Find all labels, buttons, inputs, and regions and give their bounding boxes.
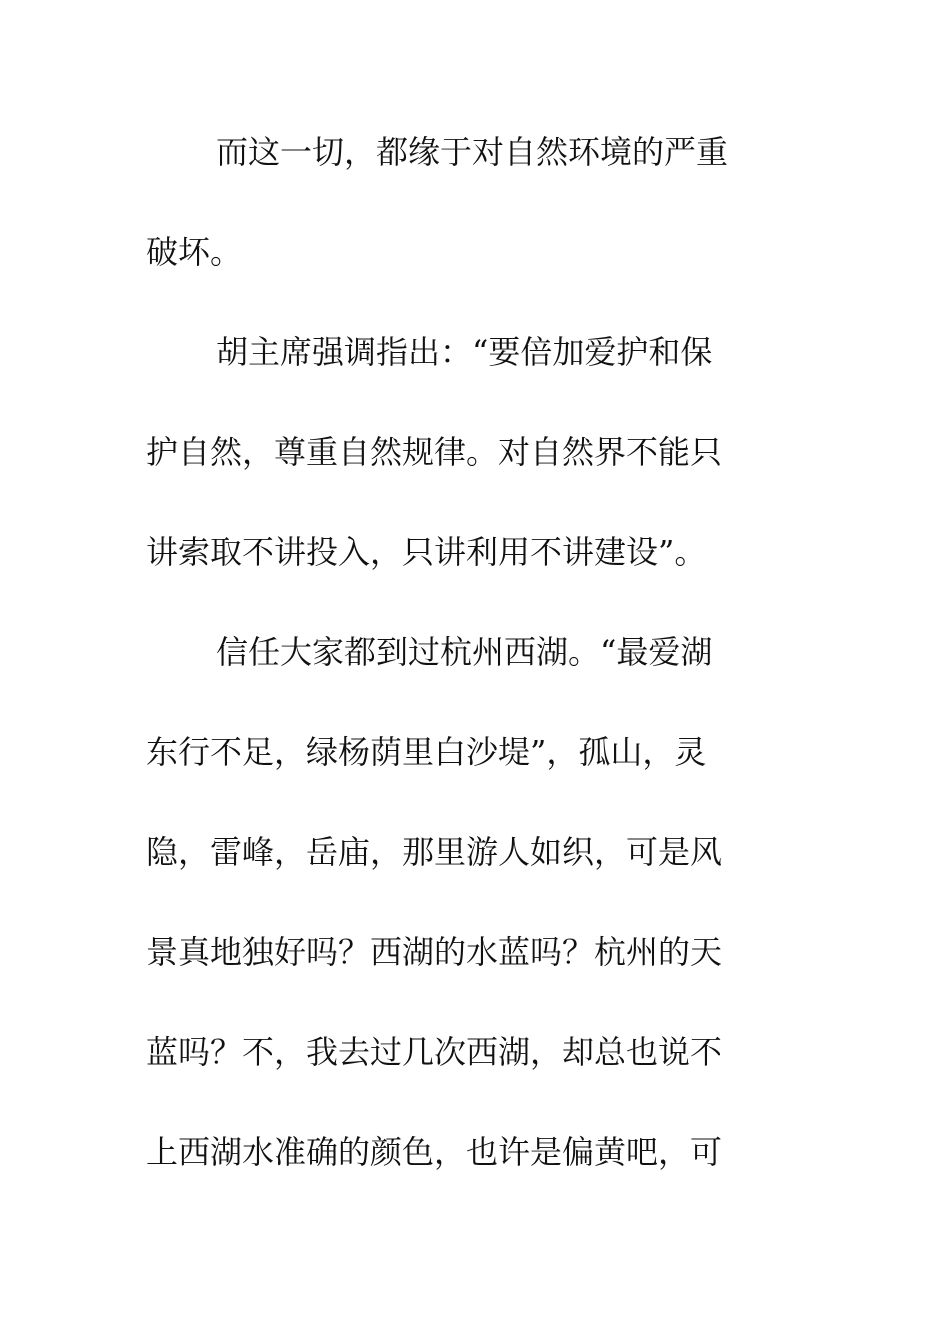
paragraph-line: 景真地独好吗？西湖的水蓝吗？杭州的天 — [146, 933, 723, 971]
paragraph-line: 讲索取不讲投入，只讲利用不讲建设”。 — [146, 533, 707, 571]
paragraph-line: 东行不足，绿杨荫里白沙堤”，孤山，灵 — [146, 733, 707, 771]
paragraph-line: 蓝吗？不，我去过几次西湖，却总也说不 — [146, 1033, 723, 1071]
paragraph-line: 而这一切，都缘于对自然环境的严重 — [216, 133, 729, 171]
paragraph-line: 破坏。 — [146, 233, 243, 271]
paragraph-line: 隐，雷峰，岳庙，那里游人如织，可是风 — [146, 833, 723, 871]
paragraph-line: 上西湖水准确的颜色，也许是偏黄吧，可 — [146, 1133, 723, 1171]
paragraph-line: 胡主席强调指出：“要倍加爱护和保 — [216, 333, 713, 371]
paragraph-line: 信任大家都到过杭州西湖。“最爱湖 — [216, 633, 713, 671]
body-text — [146, 127, 786, 1227]
paragraph-line: 护自然，尊重自然规律。对自然界不能只 — [146, 433, 723, 471]
